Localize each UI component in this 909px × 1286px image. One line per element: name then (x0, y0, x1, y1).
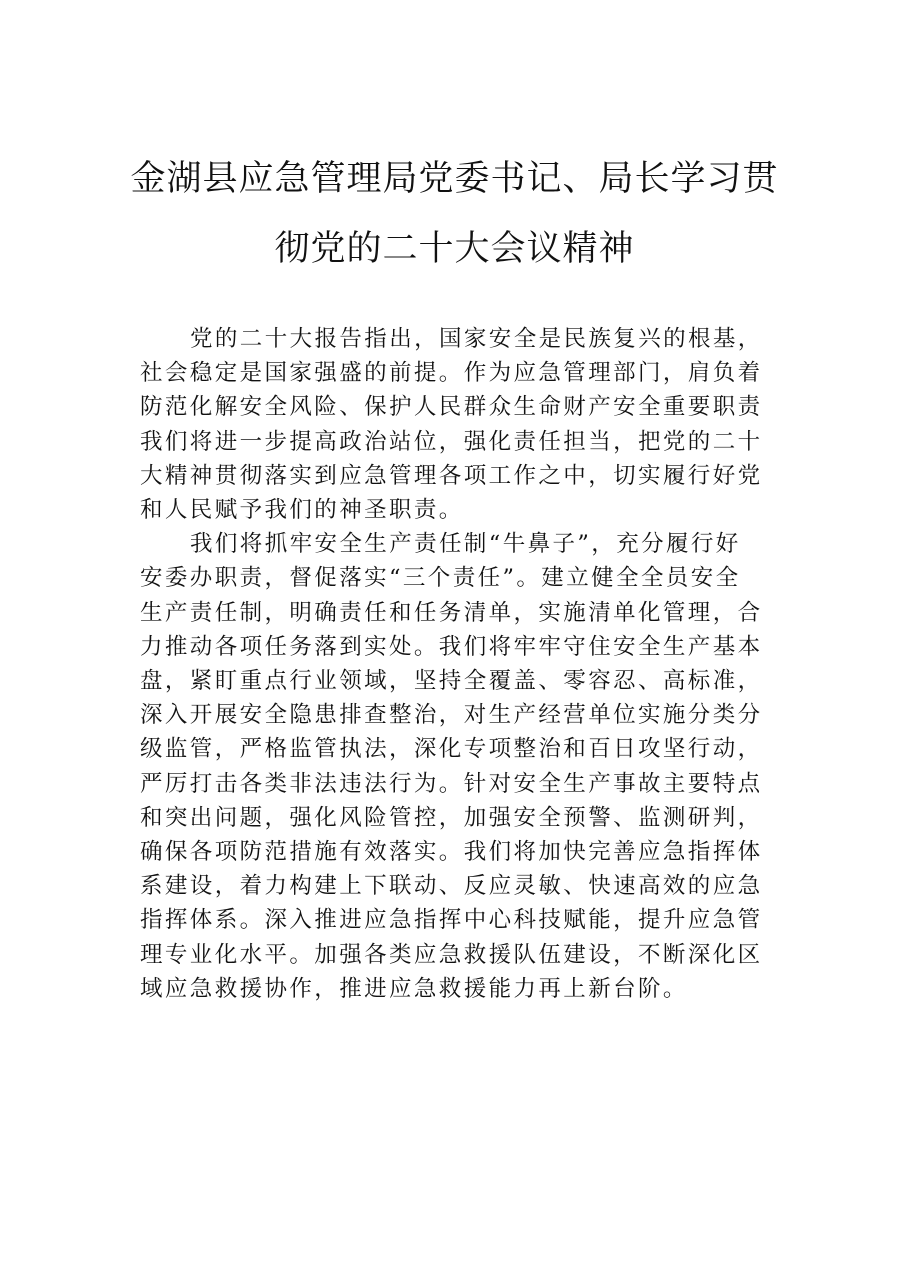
paragraph-line: 系建设，着力构建上下联动、反应灵敏、快速高效的应急 (140, 873, 763, 900)
paragraph-2 (140, 527, 770, 1006)
paragraph-line: 生产责任制，明确责任和任务清单，实施清单化管理，合 (140, 599, 763, 626)
title-line: 金湖县应急管理局党委书记、局长学习贯 (130, 159, 779, 199)
paragraph-line: 党的二十大报告指出，国家安全是民族复兴的根基， (190, 326, 763, 352)
paragraph-line: 严厉打击各类非法违法行为。针对安全生产事故主要特点 (140, 770, 763, 797)
paragraph-line: 深入开展安全隐患排查整治，对生产经营单位实施分类分 (140, 702, 763, 729)
paragraph-line: 指挥体系。深入推进应急指挥中心科技赋能，提升应急管 (140, 907, 763, 934)
paragraph-line: 级监管，严格监管执法，深化专项整治和百日攻坚行动， (140, 736, 763, 763)
paragraph-line: 安委办职责，督促落实“三个责任”。建立健全全员安全 (140, 565, 741, 592)
paragraph-line: 盘，紧盯重点行业领域，坚持全覆盖、零容忍、高标准， (140, 668, 763, 695)
paragraph-line: 确保各项防范措施有效落实。我们将加快完善应急指挥体 (140, 839, 763, 866)
paragraph-line: 力推动各项任务落到实处。我们将牢牢守住安全生产基本 (140, 633, 763, 660)
paragraph-line: 理专业化水平。加强各类应急救援队伍建设，不断深化区 (140, 941, 763, 968)
paragraph-1 (140, 322, 770, 527)
paragraph-line: 我们将进一步提高政治站位，强化责任担当，把党的二十 (140, 428, 763, 455)
paragraph-line: 和突出问题，强化风险管控，加强安全预警、监测研判， (140, 804, 763, 831)
paragraph-line: 社会稳定是国家强盛的前提。作为应急管理部门，肩负着 (140, 360, 763, 387)
paragraph-line: 我们将抓牢安全生产责任制“牛鼻子”，充分履行好 (190, 531, 741, 558)
paragraph-line: 和人民赋予我们的神圣职责。 (140, 497, 464, 524)
paragraph-line: 大精神贯彻落实到应急管理各项工作之中，切实履行好党 (140, 462, 763, 489)
document-title (100, 144, 809, 284)
title-line: 彻党的二十大会议精神 (274, 229, 635, 269)
paragraph-line: 防范化解安全风险、保护人民群众生命财产安全重要职责 (140, 394, 763, 421)
document-body (140, 322, 770, 1006)
paragraph-line: 域应急救援协作，推进应急救援能力再上新台阶。 (140, 975, 688, 1002)
